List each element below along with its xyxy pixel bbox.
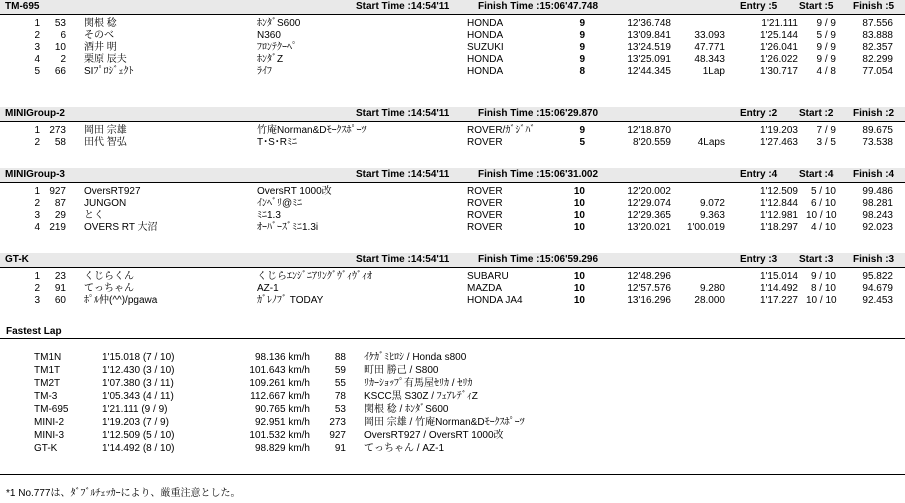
section-header — [0, 107, 905, 122]
cell-car: くじらｴﾝｼﾞﾆｱﾘﾝｸﾞｳﾞｨｳﾞｨｵ — [257, 271, 372, 282]
entry-count: Entry :5 — [740, 1, 778, 12]
cell-laps: 10 — [573, 198, 585, 209]
result-row — [0, 137, 905, 149]
cell-best: 1'17.227 — [759, 295, 798, 306]
cell-maker: HONDA — [467, 66, 504, 77]
cell-gap: 4Laps — [697, 137, 725, 148]
cell-best: 1'18.297 — [759, 222, 798, 233]
fastest-lap-speed: 109.261 km/h — [249, 378, 310, 389]
cell-time: 12'20.002 — [627, 186, 671, 197]
cell-maker: ROVER — [467, 186, 503, 197]
cell-car: ﾐﾆ1.3 — [257, 210, 281, 221]
cell-name: とく — [84, 210, 104, 221]
fastest-lap-no: 59 — [334, 365, 346, 376]
fastest-lap-class: GT-K — [34, 443, 58, 454]
cell-laps: 8 — [579, 66, 585, 77]
entry-count: Entry :4 — [740, 169, 778, 180]
fastest-lap-speed: 101.643 km/h — [249, 365, 310, 376]
cell-car: ｲﾝﾍﾞﾘ@ﾐﾆ — [257, 198, 303, 209]
cell-pos: 1 — [34, 186, 40, 197]
finish-count: Finish :3 — [853, 254, 895, 265]
result-row — [0, 42, 905, 54]
cell-gap: 48.343 — [694, 54, 725, 65]
result-row — [0, 271, 905, 283]
finish-time: Finish Time :15:06'47.748 — [478, 1, 599, 12]
cell-pos: 2 — [34, 137, 40, 148]
fastest-lap-no: 55 — [334, 378, 346, 389]
fastest-lap-time: 1'07.380 (3 / 11) — [102, 378, 174, 389]
cell-time: 12'29.074 — [627, 198, 671, 209]
cell-laps: 9 — [579, 54, 585, 65]
cell-gap: 9.363 — [699, 210, 725, 221]
cell-maker: SUZUKI — [467, 42, 504, 53]
fastest-lap-no: 91 — [334, 443, 346, 454]
fastest-lap-row — [0, 429, 905, 442]
class-section — [0, 168, 905, 234]
cell-name: 田代 智弘 — [84, 137, 127, 148]
cell-no: 219 — [49, 222, 66, 233]
cell-time: 13'09.841 — [627, 30, 671, 41]
class-section — [0, 253, 905, 307]
start-count: Start :3 — [799, 254, 834, 265]
fastest-lap-speed: 98.136 km/h — [254, 352, 310, 363]
cell-best-lap: 5 / 10 — [810, 186, 836, 197]
cell-time: 13'25.091 — [627, 54, 671, 65]
cell-name: 酒井 明 — [84, 42, 117, 53]
fastest-lap-time: 1'15.018 (7 / 10) — [102, 352, 175, 363]
fastest-lap-time: 1'21.111 (9 / 9) — [102, 404, 168, 415]
cell-laps: 10 — [573, 222, 585, 233]
cell-car: ﾎﾝﾀﾞZ — [257, 54, 284, 65]
cell-name: JUNGON — [84, 198, 127, 209]
cell-time: 12'48.296 — [627, 271, 671, 282]
cell-car: ｵｰﾊﾞｰｽﾞﾐﾆ1.3i — [257, 222, 319, 233]
section-header — [0, 253, 905, 268]
start-count: Start :5 — [799, 1, 834, 12]
fastest-lap-no: 88 — [334, 352, 346, 363]
cell-laps: 10 — [573, 283, 585, 294]
fastest-lap-time: 1'12.509 (5 / 10) — [102, 430, 175, 441]
cell-best: 1'27.463 — [759, 137, 798, 148]
class-title: TM-695 — [5, 1, 40, 12]
cell-best: 1'21.111 — [761, 18, 798, 29]
result-row — [0, 18, 905, 30]
cell-speed: 92.023 — [862, 222, 893, 233]
cell-name: そのべ — [84, 30, 114, 41]
cell-laps: 9 — [579, 18, 585, 29]
fastest-lap-row — [0, 364, 905, 377]
fastest-lap-speed: 112.667 km/h — [250, 391, 310, 402]
cell-best-lap: 3 / 5 — [816, 137, 836, 148]
fastest-lap-section — [0, 324, 905, 455]
fastest-lap-time: 1'14.492 (8 / 10) — [102, 443, 175, 454]
cell-no: 53 — [54, 18, 66, 29]
cell-pos: 1 — [34, 18, 40, 29]
finish-count: Finish :4 — [853, 169, 895, 180]
cell-time: 12'18.870 — [627, 125, 671, 136]
start-time: Start Time :14:54'11 — [356, 169, 450, 180]
cell-pos: 5 — [34, 66, 40, 77]
cell-best-lap: 9 / 9 — [816, 42, 836, 53]
fastest-lap-speed: 101.532 km/h — [249, 430, 310, 441]
cell-pos: 1 — [34, 271, 40, 282]
cell-maker: ROVER — [467, 222, 503, 233]
cell-best-lap: 10 / 10 — [806, 295, 837, 306]
cell-best-lap: 5 / 9 — [816, 30, 836, 41]
cell-best-lap: 7 / 9 — [816, 125, 836, 136]
fastest-lap-row — [0, 351, 905, 364]
class-section — [0, 107, 905, 149]
cell-best-lap: 9 / 9 — [816, 18, 836, 29]
cell-pos: 4 — [34, 54, 40, 65]
fastest-lap-class: TM-695 — [34, 404, 69, 415]
fastest-lap-speed: 92.951 km/h — [254, 417, 310, 428]
cell-best: 1'25.144 — [759, 30, 798, 41]
cell-car: ﾎﾝﾀﾞS600 — [257, 18, 301, 29]
fastest-lap-time: 1'05.343 (4 / 11) — [102, 391, 174, 402]
cell-pos: 2 — [34, 198, 40, 209]
finish-time: Finish Time :15:06'29.870 — [478, 108, 599, 119]
cell-speed: 83.888 — [862, 30, 893, 41]
cell-pos: 4 — [34, 222, 40, 233]
fastest-lap-class: MINI-3 — [34, 430, 64, 441]
cell-no: 91 — [54, 283, 66, 294]
cell-car: OversRT 1000改 — [257, 186, 332, 197]
cell-time: 13'20.021 — [627, 222, 671, 233]
cell-no: 6 — [60, 30, 66, 41]
cell-gap: 33.093 — [694, 30, 725, 41]
finish-time: Finish Time :15:06'31.002 — [478, 169, 599, 180]
cell-best-lap: 10 / 10 — [806, 210, 837, 221]
fastest-lap-row — [0, 442, 905, 455]
cell-maker: SUBARU — [467, 271, 509, 282]
cell-speed: 98.281 — [862, 198, 893, 209]
result-row — [0, 125, 905, 137]
cell-gap: 1Lap — [702, 66, 725, 77]
cell-no: 273 — [49, 125, 66, 136]
cell-no: 60 — [54, 295, 66, 306]
finish-count: Finish :5 — [853, 1, 895, 12]
cell-best-lap: 4 / 8 — [816, 66, 836, 77]
cell-name: 栗原 辰夫 — [84, 54, 127, 65]
cell-gap: 1'00.019 — [686, 222, 725, 233]
cell-best: 1'30.717 — [759, 66, 798, 77]
cell-maker: HONDA — [467, 54, 504, 65]
footer-divider — [0, 474, 905, 475]
cell-name: OVERS RT 大沼 — [84, 222, 158, 233]
result-row — [0, 283, 905, 295]
cell-no: 87 — [54, 198, 66, 209]
result-row — [0, 295, 905, 307]
cell-speed: 82.357 — [862, 42, 893, 53]
class-title: MINIGroup-3 — [5, 169, 65, 180]
cell-no: 927 — [49, 186, 66, 197]
cell-laps: 9 — [579, 42, 585, 53]
fastest-lap-row — [0, 390, 905, 403]
fastest-lap-no: 927 — [329, 430, 346, 441]
fastest-lap-row — [0, 403, 905, 416]
fastest-lap-desc: ﾘｶｰｼｮｯﾌﾟ有馬屋ｾﾘｶ / ｾﾘｶ — [364, 378, 473, 389]
result-row — [0, 198, 905, 210]
cell-car: 竹庵Norman&Dﾓｰｸｽﾎﾟｰﾂ — [257, 125, 367, 136]
cell-car: AZ-1 — [257, 283, 279, 294]
cell-no: 66 — [54, 66, 66, 77]
finish-time: Finish Time :15:06'59.296 — [478, 254, 599, 265]
cell-time: 13'24.519 — [627, 42, 671, 53]
cell-pos: 3 — [34, 42, 40, 53]
cell-pos: 3 — [34, 295, 40, 306]
result-row — [0, 222, 905, 234]
start-time: Start Time :14:54'11 — [356, 254, 450, 265]
cell-time: 8'20.559 — [632, 137, 671, 148]
cell-best: 1'12.844 — [759, 198, 798, 209]
cell-no: 10 — [54, 42, 66, 53]
cell-car: N360 — [257, 30, 281, 41]
cell-best: 1'26.041 — [759, 42, 798, 53]
cell-time: 13'16.296 — [627, 295, 671, 306]
fastest-lap-speed: 98.829 km/h — [254, 443, 310, 454]
cell-laps: 9 — [579, 30, 585, 41]
cell-gap: 9.280 — [699, 283, 725, 294]
cell-best-lap: 6 / 10 — [810, 198, 836, 209]
cell-pos: 2 — [34, 283, 40, 294]
footnote: *1 No.777は、ﾀﾞﾌﾞﾙﾁｪｯｶｰにより、厳重注意とした。 — [6, 488, 241, 499]
cell-laps: 9 — [579, 125, 585, 136]
cell-best: 1'15.014 — [759, 271, 798, 282]
cell-maker: ROVER — [467, 198, 503, 209]
fastest-lap-no: 78 — [334, 391, 346, 402]
cell-best: 1'12.509 — [759, 186, 798, 197]
entry-count: Entry :3 — [740, 254, 778, 265]
cell-pos: 1 — [34, 125, 40, 136]
cell-speed: 99.486 — [862, 186, 893, 197]
cell-no: 58 — [54, 137, 66, 148]
cell-best: 1'19.203 — [759, 125, 798, 136]
entry-count: Entry :2 — [740, 108, 778, 119]
cell-laps: 10 — [573, 186, 585, 197]
fastest-lap-desc: KSCC黒 S30Z / ﾌｪｱﾚﾃﾞｨZ — [364, 391, 478, 402]
result-row — [0, 30, 905, 42]
cell-car: ﾌﾛﾝﾃｸｰﾍﾟ — [257, 42, 297, 53]
start-time: Start Time :14:54'11 — [356, 108, 450, 119]
start-count: Start :4 — [799, 169, 834, 180]
cell-best-lap: 4 / 10 — [810, 222, 836, 233]
cell-speed: 87.556 — [862, 18, 893, 29]
result-row — [0, 186, 905, 198]
cell-name: 岡田 宗雄 — [84, 125, 127, 136]
finish-count: Finish :2 — [853, 108, 895, 119]
cell-pos: 3 — [34, 210, 40, 221]
cell-speed: 73.538 — [862, 137, 893, 148]
cell-name: ﾎﾟﾙ仲(^^)/pgawa — [84, 295, 158, 306]
cell-best-lap: 9 / 10 — [810, 271, 836, 282]
cell-no: 29 — [54, 210, 66, 221]
cell-speed: 92.453 — [862, 295, 893, 306]
cell-laps: 10 — [573, 271, 585, 282]
cell-name: てっちゃん — [84, 283, 134, 294]
cell-pos: 2 — [34, 30, 40, 41]
fastest-lap-speed: 90.765 km/h — [254, 404, 310, 415]
class-title: GT-K — [5, 254, 29, 265]
section-header — [0, 0, 905, 15]
cell-maker: ROVER — [467, 210, 503, 221]
fastest-lap-desc: 町田 勝己 / S800 — [364, 365, 439, 376]
fastest-lap-title: Fastest Lap — [6, 326, 62, 337]
cell-time: 12'36.748 — [627, 18, 671, 29]
cell-no: 23 — [54, 271, 66, 282]
fastest-lap-class: TM2T — [34, 378, 61, 389]
fastest-lap-class: TM1T — [34, 365, 61, 376]
cell-laps: 10 — [573, 210, 585, 221]
fastest-lap-class: MINI-2 — [34, 417, 64, 428]
cell-maker: ROVER/ｶﾞｼﾞﾊﾞ — [467, 125, 536, 136]
cell-name: くじらくん — [84, 271, 134, 282]
fastest-lap-desc: OversRT927 / OversRT 1000改 — [364, 430, 504, 441]
class-title: MINIGroup-2 — [5, 108, 65, 119]
section-header — [0, 168, 905, 183]
fastest-lap-no: 53 — [334, 404, 346, 415]
fastest-lap-time: 1'19.203 (7 / 9) — [102, 417, 169, 428]
cell-car: T･S･Rﾐﾆ — [257, 137, 297, 148]
cell-name: SIﾌﾟﾛｼﾞｪｸﾄ — [84, 66, 134, 77]
cell-gap: 9.072 — [699, 198, 725, 209]
start-time: Start Time :14:54'11 — [356, 1, 450, 12]
fastest-lap-desc: ｲｹｶﾞﾐﾋﾛｼ / Honda s800 — [364, 352, 467, 363]
fastest-lap-no: 273 — [329, 417, 346, 428]
cell-time: 12'57.576 — [627, 283, 671, 294]
cell-speed: 98.243 — [862, 210, 893, 221]
class-section — [0, 0, 905, 78]
cell-time: 12'44.345 — [627, 66, 671, 77]
fastest-lap-row — [0, 377, 905, 390]
cell-gap: 47.771 — [694, 42, 725, 53]
fastest-lap-gap — [0, 339, 905, 351]
cell-best-lap: 8 / 10 — [810, 283, 836, 294]
fastest-lap-desc: 関根 稔 / ﾎﾝﾀﾞS600 — [364, 404, 449, 415]
cell-maker: HONDA — [467, 18, 504, 29]
fastest-lap-time: 1'12.430 (3 / 10) — [102, 365, 175, 376]
cell-gap: 28.000 — [694, 295, 725, 306]
cell-best: 1'12.981 — [759, 210, 798, 221]
cell-name: OversRT927 — [84, 186, 141, 197]
result-row — [0, 54, 905, 66]
fastest-lap-desc: てっちゃん / AZ-1 — [364, 443, 445, 454]
cell-best: 1'26.022 — [759, 54, 798, 65]
cell-car: ﾗｲﾌ — [257, 66, 272, 77]
fastest-lap-class: TM1N — [34, 352, 62, 363]
start-count: Start :2 — [799, 108, 834, 119]
result-row — [0, 210, 905, 222]
cell-maker: ROVER — [467, 137, 503, 148]
cell-maker: HONDA — [467, 30, 504, 41]
cell-maker: HONDA JA4 — [467, 295, 523, 306]
cell-maker: MAZDA — [467, 283, 502, 294]
cell-speed: 95.822 — [862, 271, 893, 282]
result-row — [0, 66, 905, 78]
cell-no: 2 — [60, 54, 66, 65]
cell-car: ｶﾞﾚﾉﾌﾞ TODAY — [257, 295, 324, 306]
cell-speed: 77.054 — [862, 66, 893, 77]
cell-best-lap: 9 / 9 — [816, 54, 836, 65]
cell-time: 12'29.365 — [627, 210, 671, 221]
cell-speed: 89.675 — [862, 125, 893, 136]
cell-speed: 82.299 — [862, 54, 893, 65]
cell-laps: 10 — [573, 295, 585, 306]
fastest-lap-class: TM-3 — [34, 391, 58, 402]
fastest-lap-header — [0, 324, 905, 339]
cell-speed: 94.679 — [862, 283, 893, 294]
cell-laps: 5 — [579, 137, 585, 148]
fastest-lap-row — [0, 416, 905, 429]
cell-best: 1'14.492 — [759, 283, 798, 294]
fastest-lap-desc: 岡田 宗雄 / 竹庵Norman&Dﾓｰｸｽﾎﾟｰﾂ — [364, 417, 525, 428]
cell-name: 関根 稔 — [84, 18, 117, 29]
